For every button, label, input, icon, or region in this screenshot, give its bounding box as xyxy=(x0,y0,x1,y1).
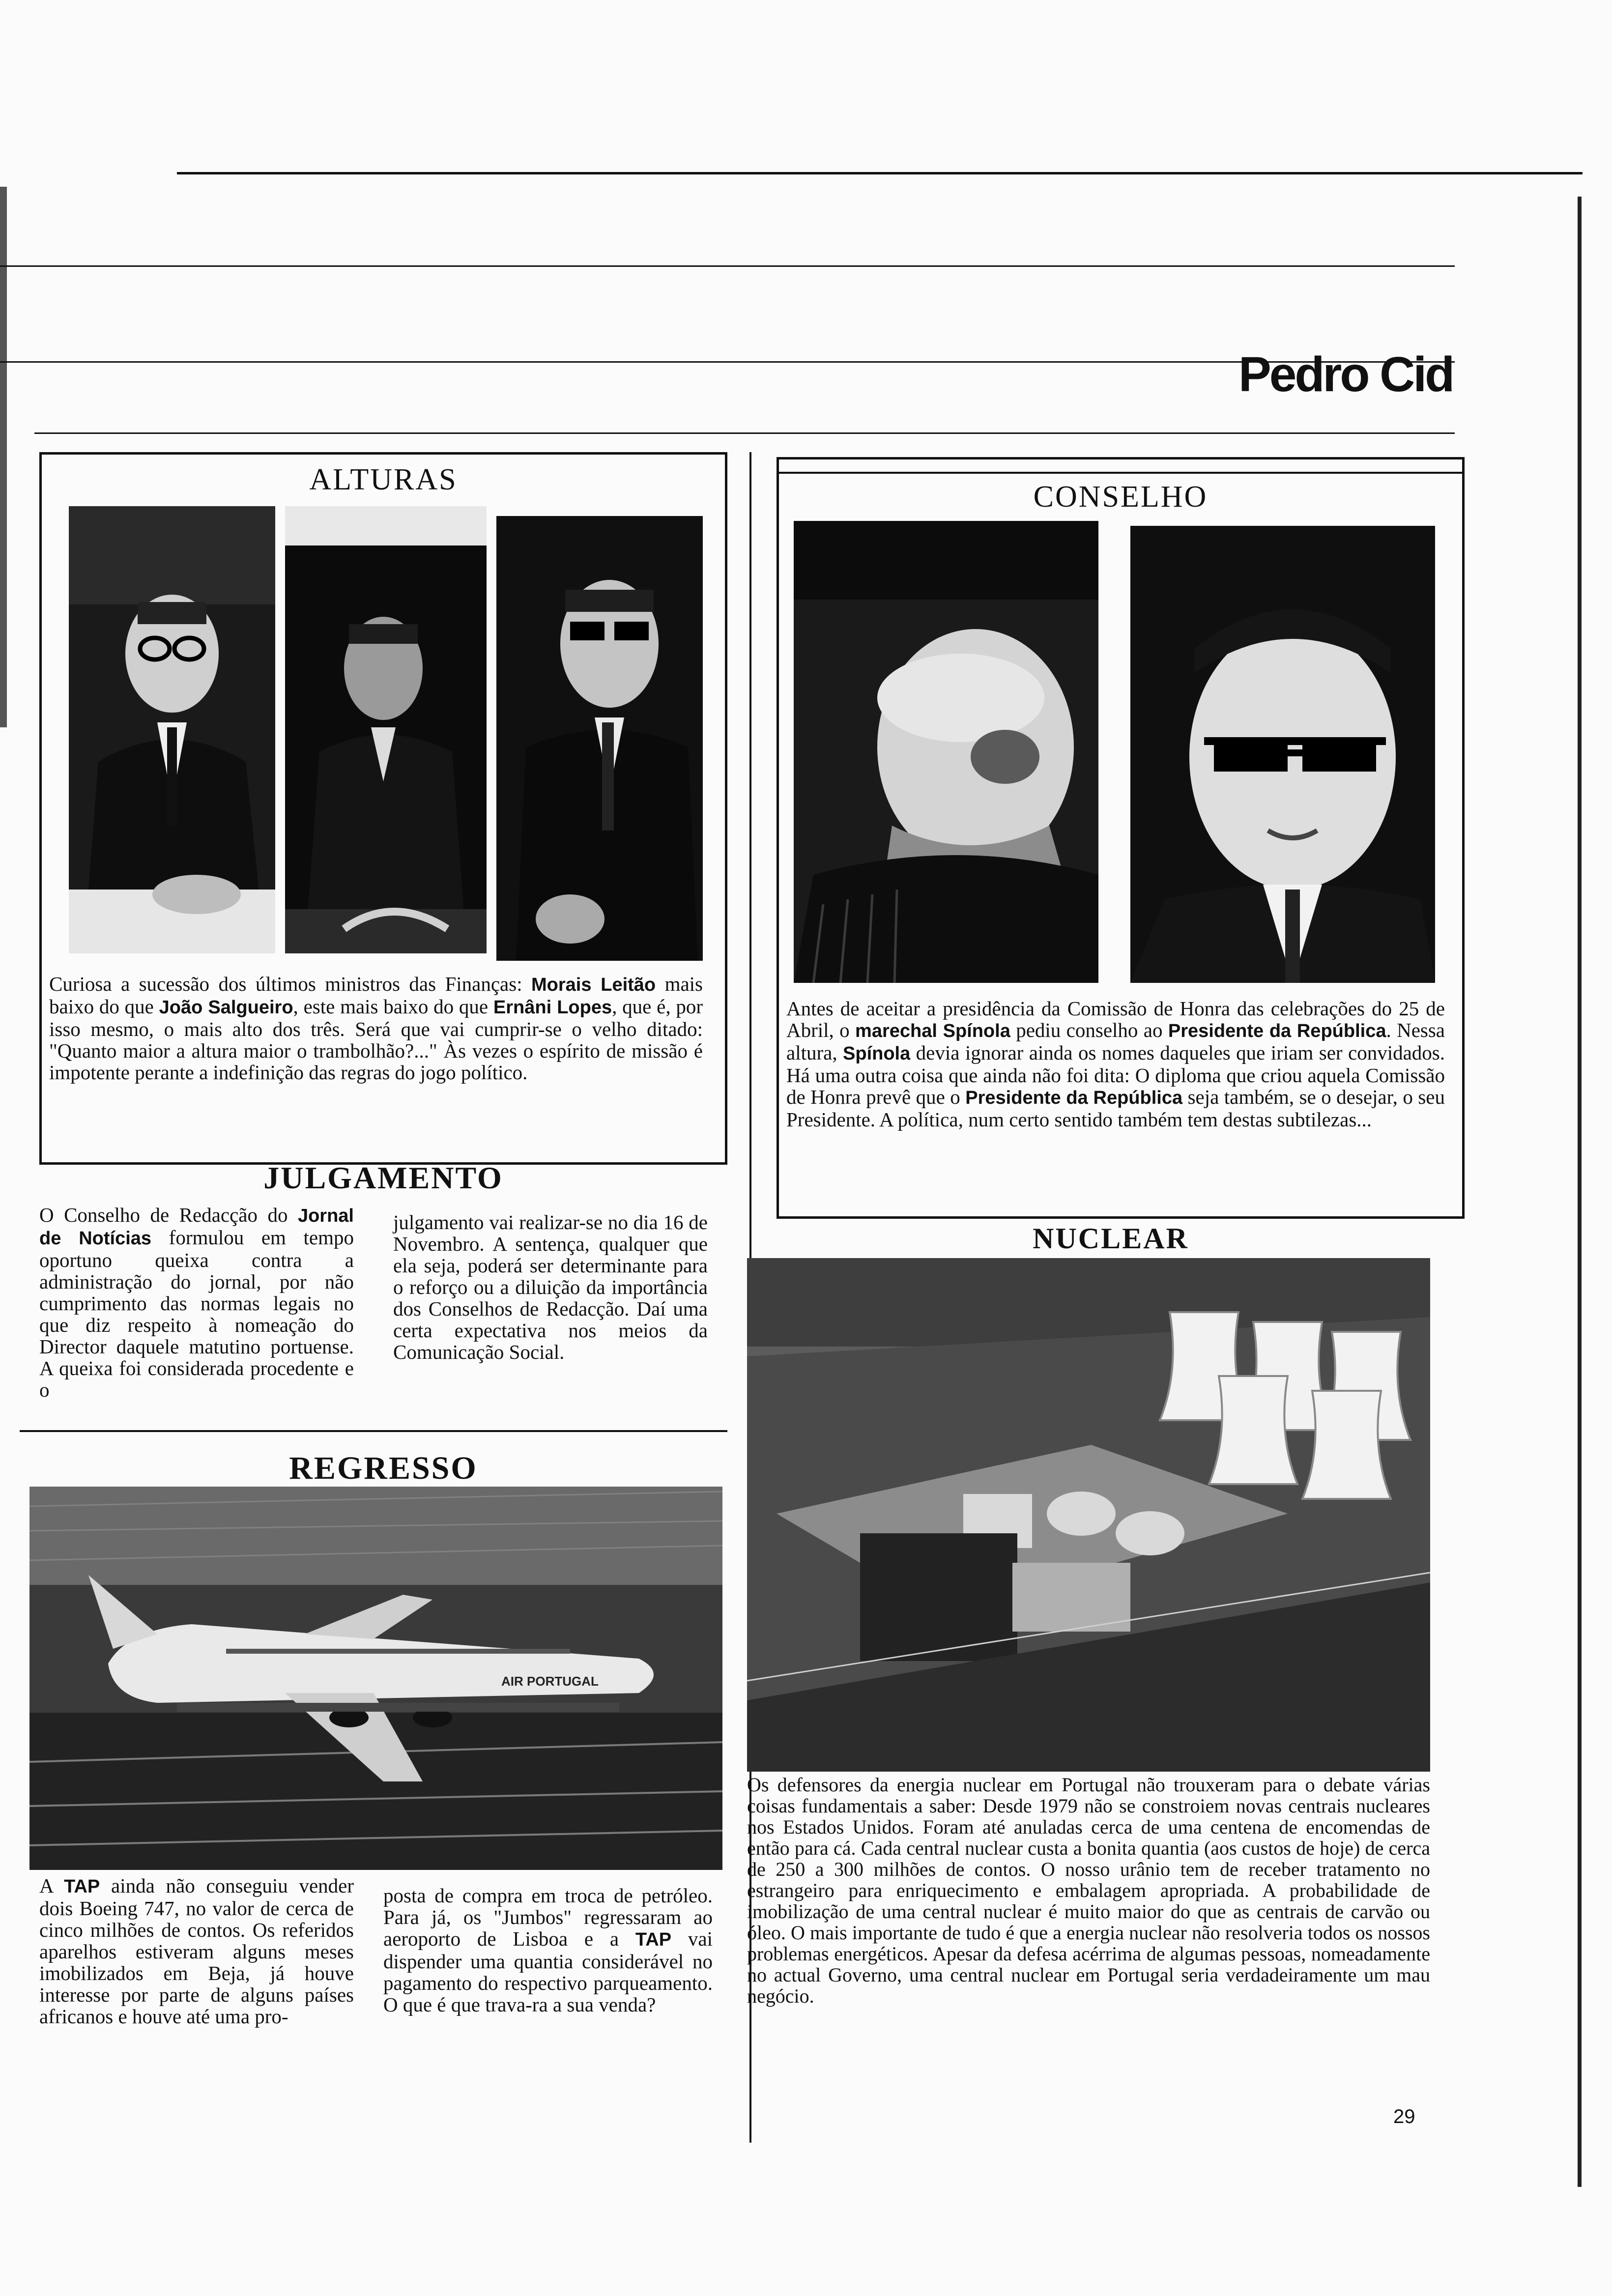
alturas-text: Curiosa a sucessão dos últimos ministros das Finanças: Morais Leitão mais baixo do que João Salgueiro, este mais baixo do que Ernâni Lopes, que é, por isso mesmo, o mais alto dos três. Será que vai cumprir-se o velho ditado: "Quanto maior a altura maior o trambolhão?..." Às vezes o espírito de missão é impotente perante a indefinição das regras do jogo político. xyxy=(49,973,703,1084)
conselho-title: CONSELHO xyxy=(1033,480,1208,514)
conselho-title-rule xyxy=(777,472,1465,474)
regresso-photo-boeing-747 xyxy=(29,1487,722,1870)
alturas-photo-ernani-lopes xyxy=(496,516,703,961)
conselho-text: Antes de aceitar a presidência da Comissão de Honra das celebrações do 25 de Abril, o marechal Spínola pediu conselho ao Presidente da República. Nessa altura, Spínola devia ignorar ainda os nomes daqueles que iriam ser convidados. Há uma outra coisa que ainda não foi dita: O diploma que criou aquela Comissão de Honra prevê que o Presidente da República seja também, se o desejar, o seu Presidente. A política, num certo sentido também tem destas subtilezas... xyxy=(786,997,1445,1131)
nuclear-text: Os defensores da energia nuclear em Portugal não trouxeram para o debate várias coisas fundamentais a saber: Desde 1979 não se constroiem novas centrais nucleares nos Estados Unidos. Foram até anuladas cerca de uma centena de encomendas de então para cá. Cada central nuclear custa a bonita quantia (aos custos de hoje) de cerca de 250 a 300 milhões de contos. O nosso urânio tem de receber tratamento no estrangeiro para enriquecimento e embalagem apropriada. A probabilidade de imobilização de uma central nuclear é muito maior do que as centrais de carvão ou óleo. O mais importante de tudo é que a energia nuclear não resolveria todos os nossos problemas energéticos. Apesar da defesa acérrima de algumas pessoas, nomeadamente no actual Governo, uma central nuclear em Portugal seria verdadeiramente um mau negócio. xyxy=(747,1774,1430,2007)
alturas-photo-morais-leitao xyxy=(69,506,275,953)
alturas-title: ALTURAS xyxy=(309,463,458,496)
author-byline: Pedro Cid xyxy=(1238,347,1453,402)
julgamento-col1: O Conselho de Redacção do Jornal de Notícias formulou em tempo oportuno queixa contra a administração do jornal, por não cumprimento das normas legais no que diz respeito à nomeação do Director daquele matutino portuense. A queixa foi considerada procedente e o xyxy=(39,1204,354,1401)
nuclear-photo-power-plant xyxy=(747,1258,1430,1772)
conselho-photo-spinola xyxy=(794,521,1098,983)
alturas-photo-joao-salgueiro xyxy=(285,506,487,953)
regresso-photo-livery: AIR PORTUGAL xyxy=(501,1674,599,1689)
top-rule-3 xyxy=(0,361,1455,363)
nuclear-title: NUCLEAR xyxy=(1033,1222,1189,1255)
julgamento-title: JULGAMENTO xyxy=(263,1160,503,1195)
julgamento-col2: julgamento vai realizar-se no dia 16 de Novembro. A sentença, qualquer que ela seja, poderá ser determinante para o reforço ou a diluição da importância dos Conselhos de Redacção. Daí uma certa expectativa nos meios da Comunicação Social. xyxy=(393,1211,708,1363)
regresso-col2: posta de compra em troca de petróleo. Para já, os "Jumbos" regressaram ao aeroporto de Lisboa e a TAP vai dispender uma quantia considerável no pagamento do respectivo parqueamento. O que é que trava-ra a sua venda? xyxy=(383,1884,713,2016)
top-rule-2 xyxy=(0,265,1455,267)
julgamento-bottom-rule xyxy=(20,1430,727,1432)
top-rule-1 xyxy=(177,172,1583,174)
left-edge-mark xyxy=(0,187,7,727)
conselho-photo-presidente xyxy=(1130,526,1435,983)
regresso-col1: A TAP ainda não conseguiu vender dois Boeing 747, no valor de cerca de cinco milhões de contos. Os referidos aparelhos estiveram alguns meses imobilizados em Beja, já houve interesse por parte de alguns países africanos e houve até uma pro- xyxy=(39,1874,354,2028)
regresso-title: REGRESSO xyxy=(289,1450,478,1486)
right-edge-mark xyxy=(1578,197,1582,2187)
page-number: 29 xyxy=(1393,2106,1415,2127)
header-bottom-rule xyxy=(34,432,1455,434)
